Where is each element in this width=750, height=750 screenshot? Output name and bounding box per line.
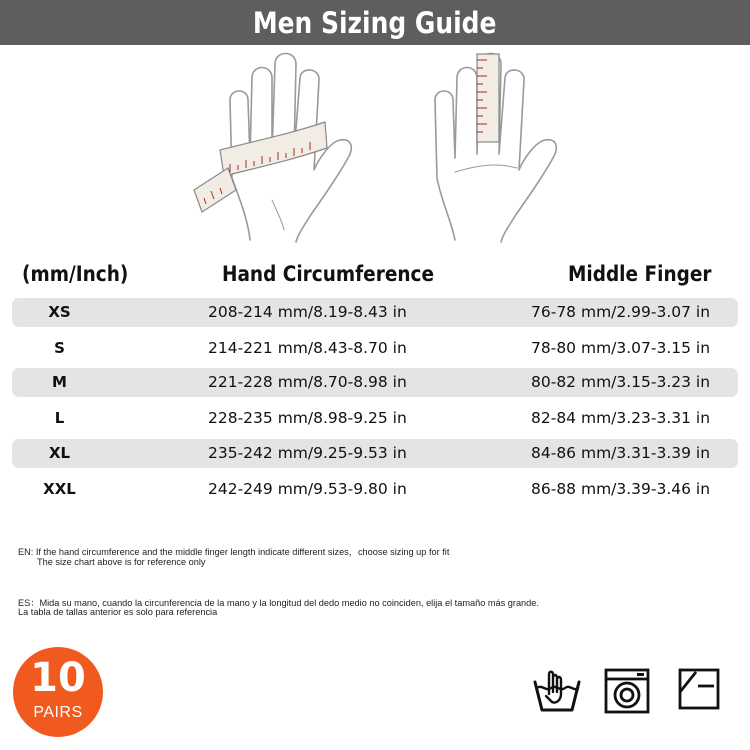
note-en-line1: EN: If the hand circumference and the middle finger length indicate different sizes，choose sizing up for fit	[18, 547, 450, 557]
size-label: L	[54, 409, 65, 427]
table-row	[12, 439, 738, 468]
size-label: XS	[48, 303, 71, 321]
pairs-count-number: 10	[30, 655, 86, 701]
hand-circumference-header: Hand Circumference	[222, 262, 434, 286]
pairs-count-badge	[13, 647, 103, 737]
middle-finger-value: 76-78 mm/2.99-3.07 in	[531, 303, 711, 321]
hand-circumference-value: 221-228 mm/8.70-8.98 in	[208, 373, 407, 391]
header-bar	[0, 0, 750, 45]
table-row	[12, 368, 738, 397]
size-label: XXL	[43, 480, 76, 498]
note-es-line2: La tabla de tallas anterior es solo para referencia	[18, 607, 218, 617]
note-es-line1: ES：Mida su mano, cuando la circunferencia de la mano y la longitud del dedo medio no coinciden, elija el tamaño más grande.	[18, 598, 539, 608]
hand-circumference-value: 242-249 mm/9.53-9.80 in	[208, 480, 407, 498]
table-row	[12, 298, 738, 327]
tape-measure-band	[194, 122, 327, 212]
hand-wash-icon	[532, 668, 582, 714]
washing-machine-icon	[604, 668, 650, 714]
middle-finger-header: Middle Finger	[568, 262, 712, 286]
hand-circumference-value: 228-235 mm/8.98-9.25 in	[208, 409, 407, 427]
size-label: M	[52, 373, 67, 391]
note-en-line2: The size chart above is for reference only	[37, 557, 206, 567]
line-dry-icon	[678, 668, 720, 710]
table-row	[12, 475, 738, 504]
page-title: Men Sizing Guide	[253, 5, 497, 40]
table-row	[12, 334, 738, 363]
middle-finger-value: 80-82 mm/3.15-3.23 in	[531, 373, 711, 391]
middle-finger-value: 84-86 mm/3.31-3.39 in	[531, 444, 711, 462]
hand-circumference-value: 208-214 mm/8.19-8.43 in	[208, 303, 407, 321]
table-row	[12, 404, 738, 433]
ruler	[477, 54, 499, 142]
middle-finger-value: 82-84 mm/3.23-3.31 in	[531, 409, 711, 427]
pairs-count-label: PAIRS	[33, 704, 83, 721]
hand-circumference-illustration	[180, 50, 370, 250]
size-label: XL	[48, 444, 71, 462]
middle-finger-value: 78-80 mm/3.07-3.15 in	[531, 339, 711, 357]
hand-circumference-value: 235-242 mm/9.25-9.53 in	[208, 444, 407, 462]
middle-finger-value: 86-88 mm/3.39-3.46 in	[531, 480, 711, 498]
unit-column-header: (mm/Inch)	[22, 262, 129, 286]
middle-finger-illustration	[425, 50, 575, 250]
size-label: S	[54, 339, 65, 357]
hand-circumference-value: 214-221 mm/8.43-8.70 in	[208, 339, 407, 357]
